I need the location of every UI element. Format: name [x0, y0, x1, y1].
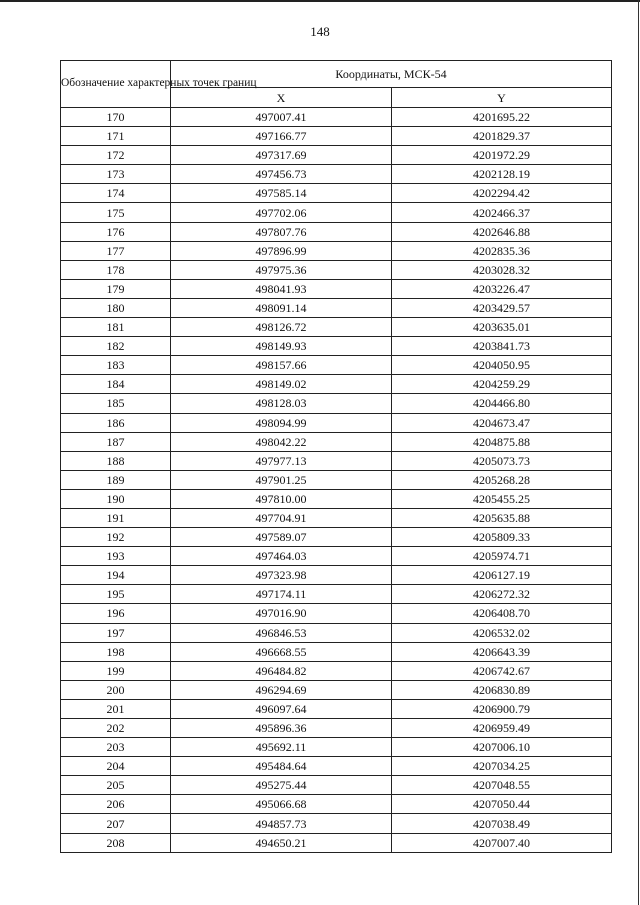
y-coordinate-cell: 4201972.29	[392, 146, 612, 165]
table-row	[61, 203, 612, 222]
x-coordinate-cell: 498126.72	[171, 318, 392, 337]
y-coordinate-cell: 4205268.28	[392, 470, 612, 489]
table-row	[61, 528, 612, 547]
y-coordinate-cell: 4206408.70	[392, 604, 612, 623]
point-number-cell: 174	[61, 184, 171, 203]
table-row	[61, 184, 612, 203]
coordinates-header: Координаты, МСК-54	[171, 61, 612, 88]
table-row	[61, 566, 612, 585]
y-coordinate-cell: 4206830.89	[392, 680, 612, 699]
y-coordinate-cell: 4204875.88	[392, 432, 612, 451]
y-column-header: Y	[392, 88, 612, 108]
x-coordinate-cell: 498091.14	[171, 298, 392, 317]
x-coordinate-cell: 498149.02	[171, 375, 392, 394]
x-coordinate-cell: 496846.53	[171, 623, 392, 642]
x-coordinate-cell: 497174.11	[171, 585, 392, 604]
y-coordinate-cell: 4206959.49	[392, 719, 612, 738]
table-row	[61, 489, 612, 508]
point-number-cell: 187	[61, 432, 171, 451]
table-row	[61, 757, 612, 776]
top-border-line	[0, 0, 640, 2]
x-coordinate-cell: 497585.14	[171, 184, 392, 203]
point-number-cell: 181	[61, 318, 171, 337]
table-row	[61, 642, 612, 661]
x-coordinate-cell: 498157.66	[171, 356, 392, 375]
table-row	[61, 375, 612, 394]
point-number-cell: 180	[61, 298, 171, 317]
point-number-cell: 201	[61, 699, 171, 718]
point-number-cell: 206	[61, 795, 171, 814]
table-row	[61, 260, 612, 279]
table-row	[61, 108, 612, 127]
point-number-cell: 199	[61, 661, 171, 680]
point-number-cell: 185	[61, 394, 171, 413]
y-coordinate-cell: 4205635.88	[392, 508, 612, 527]
y-coordinate-cell: 4207048.55	[392, 776, 612, 795]
table-row	[61, 356, 612, 375]
y-coordinate-cell: 4202128.19	[392, 165, 612, 184]
y-coordinate-cell: 4206127.19	[392, 566, 612, 585]
table-row	[61, 241, 612, 260]
page-number: 148	[310, 24, 330, 39]
x-coordinate-cell: 495896.36	[171, 719, 392, 738]
point-number-cell: 177	[61, 241, 171, 260]
point-number-cell: 188	[61, 451, 171, 470]
x-coordinate-cell: 497704.91	[171, 508, 392, 527]
point-number-cell: 200	[61, 680, 171, 699]
table-row	[61, 680, 612, 699]
y-coordinate-cell: 4205073.73	[392, 451, 612, 470]
y-coordinate-cell: 4204050.95	[392, 356, 612, 375]
x-coordinate-cell: 495066.68	[171, 795, 392, 814]
y-coordinate-cell: 4206272.32	[392, 585, 612, 604]
x-coordinate-cell: 497007.41	[171, 108, 392, 127]
x-coordinate-cell: 498128.03	[171, 394, 392, 413]
point-number-cell: 186	[61, 413, 171, 432]
table-row	[61, 699, 612, 718]
y-coordinate-cell: 4203841.73	[392, 337, 612, 356]
x-coordinate-cell: 497589.07	[171, 528, 392, 547]
point-number-cell: 173	[61, 165, 171, 184]
x-column-header: X	[171, 88, 392, 108]
x-coordinate-cell: 496097.64	[171, 699, 392, 718]
x-coordinate-cell: 495484.64	[171, 757, 392, 776]
x-coordinate-cell: 497323.98	[171, 566, 392, 585]
table-row	[61, 165, 612, 184]
x-coordinate-cell: 497975.36	[171, 260, 392, 279]
y-coordinate-cell: 4202646.88	[392, 222, 612, 241]
x-coordinate-cell: 498041.93	[171, 279, 392, 298]
point-number-cell: 183	[61, 356, 171, 375]
point-number-cell: 170	[61, 108, 171, 127]
y-coordinate-cell: 4206643.39	[392, 642, 612, 661]
right-border-line	[638, 0, 639, 905]
table-row	[61, 719, 612, 738]
point-number-cell: 192	[61, 528, 171, 547]
x-coordinate-cell: 497702.06	[171, 203, 392, 222]
x-coordinate-cell: 495692.11	[171, 738, 392, 757]
y-coordinate-cell: 4204466.80	[392, 394, 612, 413]
y-coordinate-cell: 4203226.47	[392, 279, 612, 298]
table-row	[61, 585, 612, 604]
table-row	[61, 661, 612, 680]
point-number-cell: 208	[61, 833, 171, 852]
point-number-cell: 207	[61, 814, 171, 833]
y-coordinate-cell: 4206742.67	[392, 661, 612, 680]
y-coordinate-cell: 4207034.25	[392, 757, 612, 776]
point-number-cell: 178	[61, 260, 171, 279]
x-coordinate-cell: 497810.00	[171, 489, 392, 508]
table-header	[61, 61, 612, 108]
y-coordinate-cell: 4203429.57	[392, 298, 612, 317]
point-number-cell: 204	[61, 757, 171, 776]
x-coordinate-cell: 497896.99	[171, 241, 392, 260]
x-coordinate-cell: 497901.25	[171, 470, 392, 489]
y-coordinate-cell: 4202294.42	[392, 184, 612, 203]
y-coordinate-cell: 4204259.29	[392, 375, 612, 394]
y-coordinate-cell: 4203635.01	[392, 318, 612, 337]
point-number-cell: 205	[61, 776, 171, 795]
x-coordinate-cell: 497317.69	[171, 146, 392, 165]
table-row	[61, 222, 612, 241]
table-row	[61, 127, 612, 146]
point-number-cell: 172	[61, 146, 171, 165]
y-coordinate-cell: 4202466.37	[392, 203, 612, 222]
y-coordinate-cell: 4205974.71	[392, 547, 612, 566]
header-row-top	[61, 61, 612, 88]
y-coordinate-cell: 4202835.36	[392, 241, 612, 260]
point-number-cell: 171	[61, 127, 171, 146]
y-coordinate-cell: 4206532.02	[392, 623, 612, 642]
y-coordinate-cell: 4207038.49	[392, 814, 612, 833]
table-row	[61, 432, 612, 451]
point-number-cell: 189	[61, 470, 171, 489]
x-coordinate-cell: 497807.76	[171, 222, 392, 241]
point-number-cell: 191	[61, 508, 171, 527]
x-coordinate-cell: 496484.82	[171, 661, 392, 680]
table-row	[61, 279, 612, 298]
x-coordinate-cell: 495275.44	[171, 776, 392, 795]
table-row	[61, 604, 612, 623]
table-row	[61, 547, 612, 566]
table-row	[61, 470, 612, 489]
x-coordinate-cell: 498149.93	[171, 337, 392, 356]
x-coordinate-cell: 494857.73	[171, 814, 392, 833]
y-coordinate-cell: 4203028.32	[392, 260, 612, 279]
point-number-cell: 202	[61, 719, 171, 738]
table-body	[61, 108, 612, 853]
x-coordinate-cell: 494650.21	[171, 833, 392, 852]
point-number-cell: 179	[61, 279, 171, 298]
table-row	[61, 318, 612, 337]
x-coordinate-cell: 497456.73	[171, 165, 392, 184]
table-row	[61, 298, 612, 317]
y-coordinate-cell: 4205809.33	[392, 528, 612, 547]
point-number-cell: 196	[61, 604, 171, 623]
x-coordinate-cell: 496294.69	[171, 680, 392, 699]
point-number-cell: 175	[61, 203, 171, 222]
point-number-cell: 193	[61, 547, 171, 566]
y-coordinate-cell: 4207006.10	[392, 738, 612, 757]
point-number-cell: 198	[61, 642, 171, 661]
table-row	[61, 394, 612, 413]
table-row	[61, 814, 612, 833]
y-coordinate-cell: 4201829.37	[392, 127, 612, 146]
table-row	[61, 776, 612, 795]
x-coordinate-cell: 498094.99	[171, 413, 392, 432]
point-number-cell: 190	[61, 489, 171, 508]
y-coordinate-cell: 4205455.25	[392, 489, 612, 508]
table-row	[61, 795, 612, 814]
point-number-cell: 203	[61, 738, 171, 757]
y-coordinate-cell: 4207050.44	[392, 795, 612, 814]
table-row	[61, 623, 612, 642]
coordinates-table	[60, 60, 612, 853]
y-coordinate-cell: 4206900.79	[392, 699, 612, 718]
table-row	[61, 508, 612, 527]
x-coordinate-cell: 497016.90	[171, 604, 392, 623]
table-row	[61, 146, 612, 165]
x-coordinate-cell: 497166.77	[171, 127, 392, 146]
point-number-cell: 184	[61, 375, 171, 394]
point-number-cell: 195	[61, 585, 171, 604]
point-designation-header: Обозначение характерных точек границ	[61, 61, 171, 108]
x-coordinate-cell: 496668.55	[171, 642, 392, 661]
x-coordinate-cell: 497464.03	[171, 547, 392, 566]
x-coordinate-cell: 497977.13	[171, 451, 392, 470]
y-coordinate-cell: 4204673.47	[392, 413, 612, 432]
table-row	[61, 451, 612, 470]
table-row	[61, 413, 612, 432]
table-row	[61, 833, 612, 852]
point-number-cell: 176	[61, 222, 171, 241]
y-coordinate-cell: 4207007.40	[392, 833, 612, 852]
point-number-cell: 194	[61, 566, 171, 585]
table-row	[61, 738, 612, 757]
point-number-cell: 197	[61, 623, 171, 642]
point-number-cell: 182	[61, 337, 171, 356]
y-coordinate-cell: 4201695.22	[392, 108, 612, 127]
x-coordinate-cell: 498042.22	[171, 432, 392, 451]
table-row	[61, 337, 612, 356]
